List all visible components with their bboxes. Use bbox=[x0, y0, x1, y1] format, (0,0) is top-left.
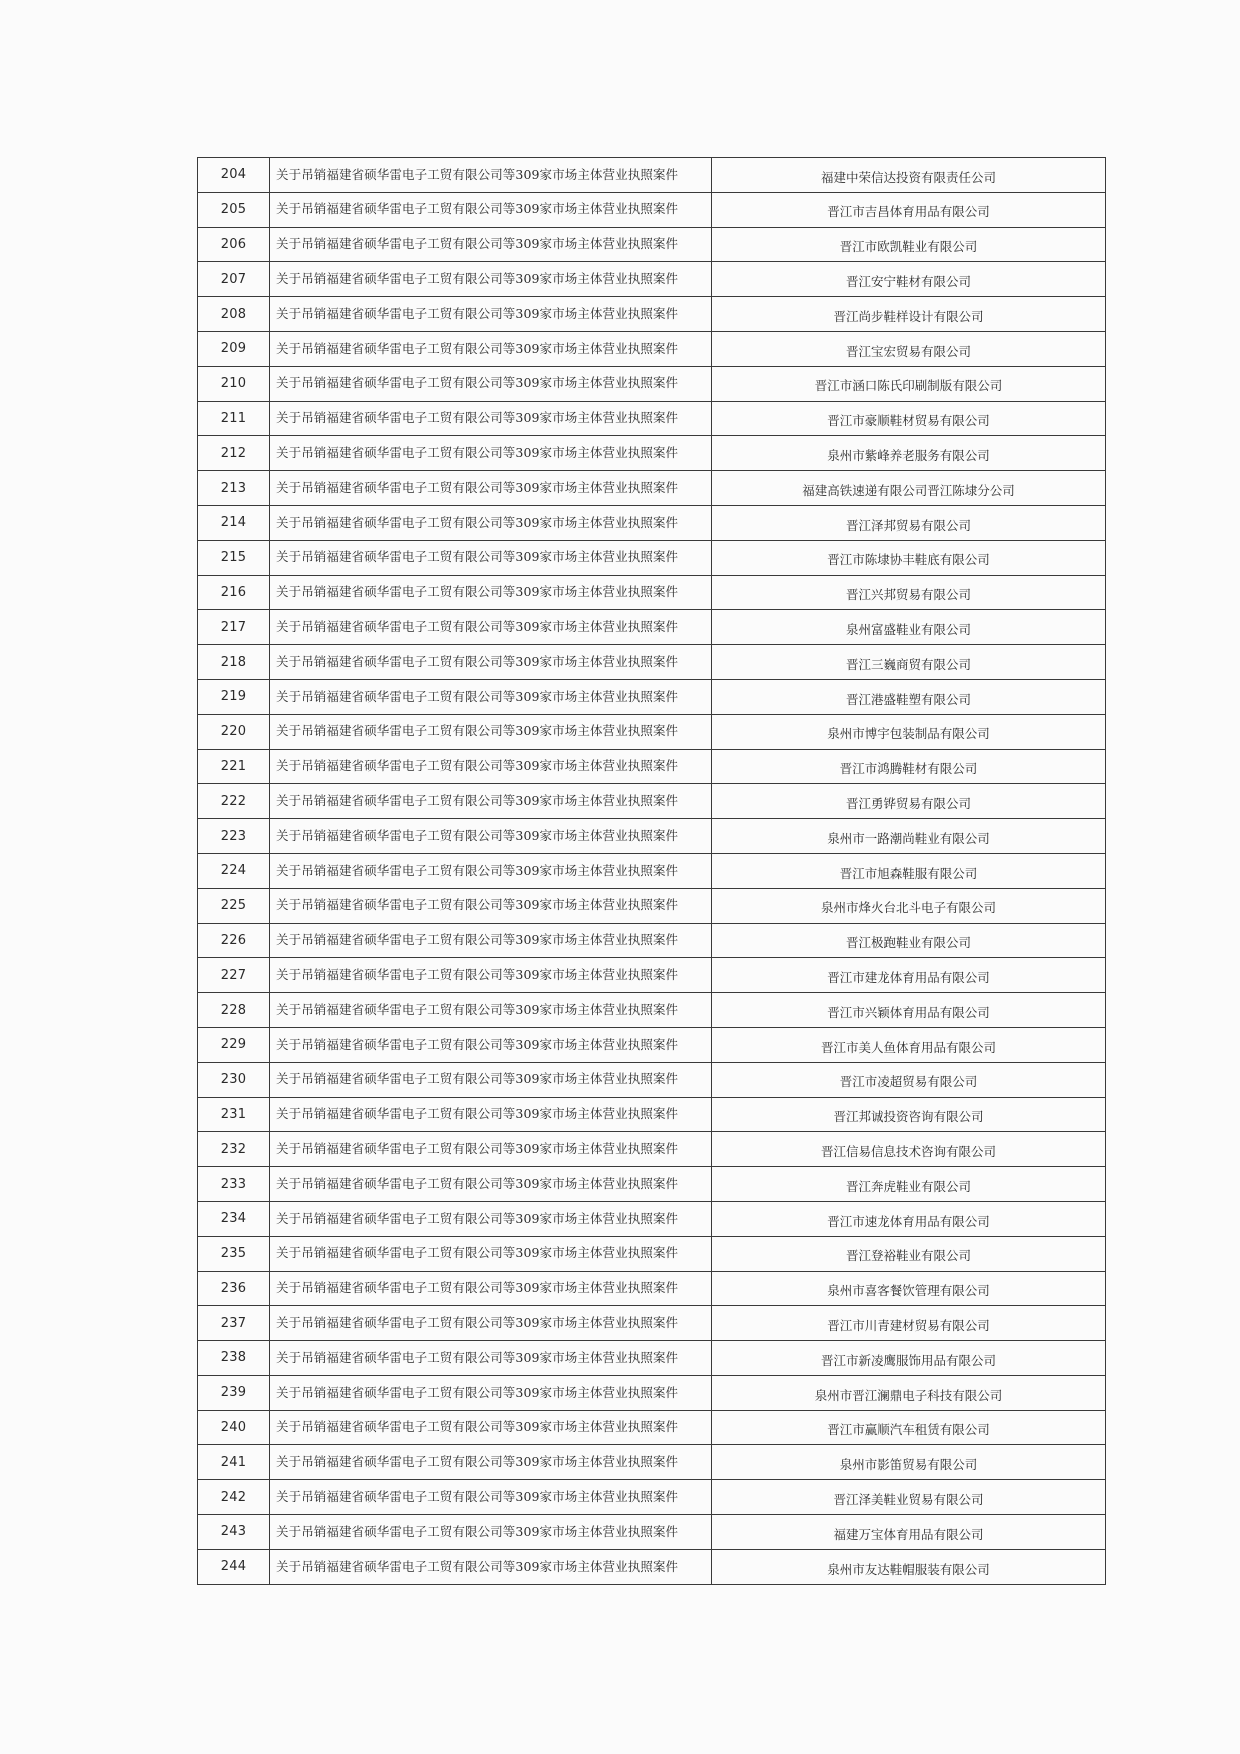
row-number-cell bbox=[198, 1445, 270, 1480]
row-number-cell bbox=[198, 1132, 270, 1167]
row-number-cell bbox=[198, 1271, 270, 1306]
case-name-text: 关于吊销福建省硕华雷电子工贸有限公司等309家市场主体营业执照案件 bbox=[276, 1419, 679, 1435]
row-number-text: 221 bbox=[220, 758, 247, 774]
row-number-text: 210 bbox=[220, 376, 247, 392]
table-row bbox=[198, 1341, 1106, 1376]
row-number-cell bbox=[198, 784, 270, 819]
row-number-text: 214 bbox=[220, 515, 247, 531]
table-row bbox=[198, 575, 1106, 610]
company-name-text: 晋江市涵口陈氏印刷制版有限公司 bbox=[814, 378, 1003, 394]
row-number-cell bbox=[198, 575, 270, 610]
case-name-cell bbox=[270, 645, 712, 680]
case-name-text: 关于吊销福建省硕华雷电子工贸有限公司等309家市场主体营业执照案件 bbox=[276, 1001, 679, 1017]
case-name-text: 关于吊销福建省硕华雷电子工贸有限公司等309家市场主体营业执照案件 bbox=[276, 549, 679, 565]
case-name-text: 关于吊销福建省硕华雷电子工贸有限公司等309家市场主体营业执照案件 bbox=[276, 1036, 679, 1052]
row-number-cell bbox=[198, 749, 270, 784]
company-name-text: 晋江市鸿腾鞋材有限公司 bbox=[839, 761, 978, 777]
company-name-cell bbox=[712, 1549, 1106, 1584]
case-name-cell bbox=[270, 297, 712, 332]
table-row bbox=[198, 1062, 1106, 1097]
table-row bbox=[198, 679, 1106, 714]
row-number-text: 222 bbox=[220, 793, 247, 809]
row-number-cell bbox=[198, 436, 270, 471]
row-number-cell bbox=[198, 1062, 270, 1097]
row-number-text: 233 bbox=[220, 1176, 247, 1192]
case-name-text: 关于吊销福建省硕华雷电子工贸有限公司等309家市场主体营业执照案件 bbox=[276, 1314, 679, 1330]
row-number-text: 244 bbox=[220, 1559, 247, 1575]
row-number-cell bbox=[198, 1410, 270, 1445]
row-number-cell bbox=[198, 297, 270, 332]
case-name-cell bbox=[270, 1167, 712, 1202]
case-name-text: 关于吊销福建省硕华雷电子工贸有限公司等309家市场主体营业执照案件 bbox=[276, 758, 679, 774]
row-number-cell bbox=[198, 1097, 270, 1132]
table-row bbox=[198, 923, 1106, 958]
case-name-text: 关于吊销福建省硕华雷电子工贸有限公司等309家市场主体营业执照案件 bbox=[276, 1140, 679, 1156]
company-name-cell bbox=[712, 227, 1106, 262]
company-name-text: 晋江港盛鞋塑有限公司 bbox=[845, 691, 971, 707]
row-number-cell bbox=[198, 1201, 270, 1236]
company-name-text: 晋江泽美鞋业贸易有限公司 bbox=[833, 1491, 984, 1507]
case-name-text: 关于吊销福建省硕华雷电子工贸有限公司等309家市场主体营业执照案件 bbox=[276, 792, 679, 808]
case-name-cell bbox=[270, 1132, 712, 1167]
table-row bbox=[198, 819, 1106, 854]
row-number-cell bbox=[198, 1167, 270, 1202]
row-number-text: 229 bbox=[220, 1037, 247, 1053]
case-name-cell bbox=[270, 993, 712, 1028]
revocation-case-table bbox=[197, 157, 1106, 1585]
row-number-text: 238 bbox=[220, 1350, 247, 1366]
table-row bbox=[198, 645, 1106, 680]
case-name-cell bbox=[270, 749, 712, 784]
case-name-text: 关于吊销福建省硕华雷电子工贸有限公司等309家市场主体营业执照案件 bbox=[276, 1245, 679, 1261]
company-name-text: 晋江市赢顺汽车租赁有限公司 bbox=[827, 1422, 990, 1438]
case-name-cell bbox=[270, 1515, 712, 1550]
company-name-cell bbox=[712, 1515, 1106, 1550]
row-number-cell bbox=[198, 331, 270, 366]
table-row bbox=[198, 1480, 1106, 1515]
case-name-text: 关于吊销福建省硕华雷电子工贸有限公司等309家市场主体营业执照案件 bbox=[276, 236, 679, 252]
company-name-cell bbox=[712, 679, 1106, 714]
company-name-cell bbox=[712, 331, 1106, 366]
case-name-cell bbox=[270, 784, 712, 819]
case-name-text: 关于吊销福建省硕华雷电子工贸有限公司等309家市场主体营业执照案件 bbox=[276, 966, 679, 982]
case-name-cell bbox=[270, 366, 712, 401]
case-name-cell bbox=[270, 471, 712, 506]
company-name-cell bbox=[712, 1306, 1106, 1341]
row-number-text: 206 bbox=[220, 236, 247, 252]
company-name-cell bbox=[712, 505, 1106, 540]
row-number-text: 220 bbox=[220, 724, 247, 740]
row-number-text: 218 bbox=[220, 654, 247, 670]
company-name-cell bbox=[712, 610, 1106, 645]
case-name-text: 关于吊销福建省硕华雷电子工贸有限公司等309家市场主体营业执照案件 bbox=[276, 827, 679, 843]
company-name-text: 泉州富盛鞋业有限公司 bbox=[845, 622, 971, 637]
company-name-text: 晋江宝宏贸易有限公司 bbox=[845, 343, 971, 359]
company-name-cell bbox=[712, 1341, 1106, 1376]
company-name-cell bbox=[712, 714, 1106, 749]
case-name-text: 关于吊销福建省硕华雷电子工贸有限公司等309家市场主体营业执照案件 bbox=[276, 1349, 679, 1365]
case-name-text: 关于吊销福建省硕华雷电子工贸有限公司等309家市场主体营业执照案件 bbox=[276, 1106, 679, 1122]
company-name-cell bbox=[712, 158, 1106, 193]
table-row bbox=[198, 1445, 1106, 1480]
company-name-text: 晋江兴邦贸易有限公司 bbox=[845, 587, 971, 603]
row-number-cell bbox=[198, 158, 270, 193]
case-name-text: 关于吊销福建省硕华雷电子工贸有限公司等309家市场主体营业执照案件 bbox=[276, 305, 679, 321]
company-name-cell bbox=[712, 1480, 1106, 1515]
case-name-cell bbox=[270, 436, 712, 471]
case-name-text: 关于吊销福建省硕华雷电子工贸有限公司等309家市场主体营业执照案件 bbox=[276, 271, 679, 287]
case-name-text: 关于吊销福建省硕华雷电子工贸有限公司等309家市场主体营业执照案件 bbox=[276, 862, 679, 878]
company-name-cell bbox=[712, 575, 1106, 610]
company-name-text: 福建高铁速递有限公司晋江陈埭分公司 bbox=[802, 482, 1015, 498]
company-name-cell bbox=[712, 1027, 1106, 1062]
company-name-text: 晋江市川青建材贸易有限公司 bbox=[827, 1317, 990, 1333]
company-name-text: 晋江奔虎鞋业有限公司 bbox=[845, 1178, 971, 1194]
table-row bbox=[198, 262, 1106, 297]
row-number-text: 243 bbox=[220, 1524, 247, 1540]
row-number-text: 223 bbox=[220, 828, 247, 844]
company-name-cell bbox=[712, 192, 1106, 227]
row-number-cell bbox=[198, 819, 270, 854]
company-name-text: 晋江市陈埭协丰鞋底有限公司 bbox=[827, 552, 990, 568]
case-name-cell bbox=[270, 888, 712, 923]
company-name-cell bbox=[712, 1236, 1106, 1271]
company-name-text: 晋江泽邦贸易有限公司 bbox=[845, 517, 971, 533]
company-name-cell bbox=[712, 262, 1106, 297]
row-number-cell bbox=[198, 1515, 270, 1550]
company-name-cell bbox=[712, 784, 1106, 819]
case-name-cell bbox=[270, 192, 712, 227]
row-number-text: 207 bbox=[220, 271, 247, 287]
case-name-text: 关于吊销福建省硕华雷电子工贸有限公司等309家市场主体营业执照案件 bbox=[276, 201, 679, 217]
case-name-cell bbox=[270, 958, 712, 993]
table-row bbox=[198, 1306, 1106, 1341]
case-name-cell bbox=[270, 1062, 712, 1097]
row-number-cell bbox=[198, 1375, 270, 1410]
row-number-cell bbox=[198, 1549, 270, 1584]
case-name-cell bbox=[270, 575, 712, 610]
table-row bbox=[198, 714, 1106, 749]
company-name-cell bbox=[712, 1132, 1106, 1167]
company-name-text: 晋江市速龙体育用品有限公司 bbox=[827, 1213, 990, 1229]
company-name-cell bbox=[712, 1445, 1106, 1480]
case-name-text: 关于吊销福建省硕华雷电子工贸有限公司等309家市场主体营业执照案件 bbox=[276, 723, 679, 739]
table-row bbox=[198, 1236, 1106, 1271]
company-name-text: 晋江市美人鱼体育用品有限公司 bbox=[820, 1039, 996, 1055]
table-row bbox=[198, 993, 1106, 1028]
table-row bbox=[198, 540, 1106, 575]
row-number-text: 237 bbox=[220, 1315, 247, 1331]
table-row bbox=[198, 297, 1106, 332]
company-name-cell bbox=[712, 1097, 1106, 1132]
row-number-cell bbox=[198, 227, 270, 262]
case-name-cell bbox=[270, 1027, 712, 1062]
case-name-text: 关于吊销福建省硕华雷电子工贸有限公司等309家市场主体营业执照案件 bbox=[276, 340, 679, 356]
table-row bbox=[198, 366, 1106, 401]
table-row bbox=[198, 1515, 1106, 1550]
case-name-text: 关于吊销福建省硕华雷电子工贸有限公司等309家市场主体营业执照案件 bbox=[276, 1558, 679, 1574]
company-name-text: 晋江勇铧贸易有限公司 bbox=[845, 795, 971, 811]
table-row bbox=[198, 471, 1106, 506]
company-name-text: 晋江市欧凯鞋业有限公司 bbox=[839, 239, 978, 255]
company-name-cell bbox=[712, 819, 1106, 854]
row-number-text: 211 bbox=[220, 410, 247, 426]
company-name-text: 泉州市影笛贸易有限公司 bbox=[839, 1457, 978, 1473]
table-row bbox=[198, 888, 1106, 923]
table-row bbox=[198, 158, 1106, 193]
row-number-text: 236 bbox=[220, 1280, 247, 1296]
table-row bbox=[198, 1027, 1106, 1062]
table-row bbox=[198, 505, 1106, 540]
company-name-cell bbox=[712, 1375, 1106, 1410]
row-number-text: 241 bbox=[220, 1454, 247, 1470]
company-name-text: 晋江市建龙体育用品有限公司 bbox=[827, 969, 990, 985]
table-row bbox=[198, 958, 1106, 993]
table-row bbox=[198, 784, 1106, 819]
case-name-text: 关于吊销福建省硕华雷电子工贸有限公司等309家市场主体营业执照案件 bbox=[276, 479, 679, 495]
company-name-text: 泉州市友达鞋帽服装有限公司 bbox=[827, 1561, 990, 1577]
case-name-cell bbox=[270, 610, 712, 645]
case-name-text: 关于吊销福建省硕华雷电子工贸有限公司等309家市场主体营业执照案件 bbox=[276, 1488, 679, 1504]
case-name-cell bbox=[270, 227, 712, 262]
case-name-text: 关于吊销福建省硕华雷电子工贸有限公司等309家市场主体营业执照案件 bbox=[276, 514, 679, 530]
case-name-cell bbox=[270, 1480, 712, 1515]
company-name-text: 晋江极跑鞋业有限公司 bbox=[845, 935, 971, 951]
row-number-text: 228 bbox=[220, 1002, 247, 1018]
company-name-cell bbox=[712, 471, 1106, 506]
company-name-text: 泉州市紫峰养老服务有限公司 bbox=[827, 448, 990, 464]
company-name-text: 晋江市豪顺鞋材贸易有限公司 bbox=[827, 413, 990, 429]
company-name-text: 晋江登裕鞋业有限公司 bbox=[845, 1248, 971, 1264]
company-name-text: 晋江尚步鞋样设计有限公司 bbox=[833, 308, 984, 324]
table-row bbox=[198, 227, 1106, 262]
company-name-text: 晋江市兴颖体育用品有限公司 bbox=[827, 1004, 990, 1020]
row-number-text: 204 bbox=[220, 167, 247, 183]
company-name-text: 晋江邦诚投资咨询有限公司 bbox=[833, 1109, 984, 1125]
row-number-text: 216 bbox=[220, 584, 247, 600]
case-name-cell bbox=[270, 401, 712, 436]
row-number-cell bbox=[198, 505, 270, 540]
case-name-cell bbox=[270, 331, 712, 366]
case-name-text: 关于吊销福建省硕华雷电子工贸有限公司等309家市场主体营业执照案件 bbox=[276, 1175, 679, 1191]
case-name-cell bbox=[270, 679, 712, 714]
case-name-text: 关于吊销福建省硕华雷电子工贸有限公司等309家市场主体营业执照案件 bbox=[276, 166, 679, 182]
row-number-text: 213 bbox=[220, 480, 247, 496]
company-name-text: 晋江信易信息技术咨询有限公司 bbox=[820, 1143, 996, 1159]
row-number-text: 209 bbox=[220, 341, 247, 357]
company-name-cell bbox=[712, 993, 1106, 1028]
case-name-cell bbox=[270, 1236, 712, 1271]
case-name-text: 关于吊销福建省硕华雷电子工贸有限公司等309家市场主体营业执照案件 bbox=[276, 897, 679, 913]
company-name-cell bbox=[712, 923, 1106, 958]
case-name-cell bbox=[270, 1410, 712, 1445]
case-name-cell bbox=[270, 1201, 712, 1236]
company-name-text: 晋江市旭森鞋服有限公司 bbox=[839, 865, 978, 881]
table-body bbox=[198, 158, 1106, 1585]
table-row bbox=[198, 853, 1106, 888]
case-name-cell bbox=[270, 505, 712, 540]
row-number-cell bbox=[198, 1027, 270, 1062]
row-number-text: 232 bbox=[220, 1141, 247, 1157]
company-name-cell bbox=[712, 853, 1106, 888]
row-number-text: 217 bbox=[220, 619, 247, 635]
row-number-text: 235 bbox=[220, 1246, 247, 1262]
case-name-text: 关于吊销福建省硕华雷电子工贸有限公司等309家市场主体营业执照案件 bbox=[276, 932, 679, 948]
table-row bbox=[198, 192, 1106, 227]
case-name-cell bbox=[270, 1549, 712, 1584]
row-number-text: 208 bbox=[220, 306, 247, 322]
company-name-text: 晋江安宁鞋材有限公司 bbox=[845, 274, 971, 290]
row-number-cell bbox=[198, 471, 270, 506]
table-row bbox=[198, 1097, 1106, 1132]
row-number-text: 226 bbox=[220, 932, 247, 948]
company-name-cell bbox=[712, 297, 1106, 332]
case-name-cell bbox=[270, 714, 712, 749]
company-name-text: 泉州市一路潮尚鞋业有限公司 bbox=[827, 830, 990, 846]
company-name-cell bbox=[712, 958, 1106, 993]
table-row bbox=[198, 1167, 1106, 1202]
company-name-cell bbox=[712, 401, 1106, 436]
company-name-cell bbox=[712, 888, 1106, 923]
case-name-cell bbox=[270, 819, 712, 854]
company-name-text: 泉州市烽火台北斗电子有限公司 bbox=[820, 900, 996, 916]
case-name-text: 关于吊销福建省硕华雷电子工贸有限公司等309家市场主体营业执照案件 bbox=[276, 619, 679, 634]
row-number-text: 212 bbox=[220, 445, 247, 461]
row-number-cell bbox=[198, 853, 270, 888]
case-name-cell bbox=[270, 158, 712, 193]
company-name-text: 晋江市吉昌体育用品有限公司 bbox=[827, 204, 990, 220]
row-number-cell bbox=[198, 366, 270, 401]
row-number-cell bbox=[198, 714, 270, 749]
row-number-text: 240 bbox=[220, 1420, 247, 1436]
row-number-text: 225 bbox=[220, 898, 247, 914]
row-number-cell bbox=[198, 993, 270, 1028]
table-row bbox=[198, 1410, 1106, 1445]
table-row bbox=[198, 1375, 1106, 1410]
row-number-cell bbox=[198, 923, 270, 958]
row-number-cell bbox=[198, 192, 270, 227]
case-name-text: 关于吊销福建省硕华雷电子工贸有限公司等309家市场主体营业执照案件 bbox=[276, 1071, 679, 1087]
company-name-cell bbox=[712, 366, 1106, 401]
company-name-text: 晋江市凌超贸易有限公司 bbox=[839, 1074, 978, 1090]
case-name-cell bbox=[270, 1445, 712, 1480]
table-row bbox=[198, 1132, 1106, 1167]
case-name-cell bbox=[270, 1375, 712, 1410]
case-name-text: 关于吊销福建省硕华雷电子工贸有限公司等309家市场主体营业执照案件 bbox=[276, 584, 679, 600]
case-name-cell bbox=[270, 1097, 712, 1132]
row-number-text: 227 bbox=[220, 967, 247, 983]
table-row bbox=[198, 331, 1106, 366]
company-name-text: 泉州市晋江澜鼎电子科技有限公司 bbox=[814, 1387, 1003, 1403]
row-number-cell bbox=[198, 1236, 270, 1271]
case-name-cell bbox=[270, 1271, 712, 1306]
company-name-text: 晋江三巍商贸有限公司 bbox=[845, 656, 971, 672]
case-name-text: 关于吊销福建省硕华雷电子工贸有限公司等309家市场主体营业执照案件 bbox=[276, 410, 679, 426]
company-name-cell bbox=[712, 540, 1106, 575]
row-number-cell bbox=[198, 610, 270, 645]
row-number-cell bbox=[198, 679, 270, 714]
row-number-cell bbox=[198, 262, 270, 297]
row-number-cell bbox=[198, 645, 270, 680]
row-number-cell bbox=[198, 958, 270, 993]
table-row bbox=[198, 1201, 1106, 1236]
company-name-cell bbox=[712, 436, 1106, 471]
table-row bbox=[198, 1549, 1106, 1584]
case-name-text: 关于吊销福建省硕华雷电子工贸有限公司等309家市场主体营业执照案件 bbox=[276, 1454, 679, 1470]
case-name-cell bbox=[270, 1341, 712, 1376]
case-name-text: 关于吊销福建省硕华雷电子工贸有限公司等309家市场主体营业执照案件 bbox=[276, 1384, 679, 1400]
row-number-text: 242 bbox=[220, 1489, 247, 1505]
row-number-text: 231 bbox=[220, 1106, 247, 1122]
case-name-cell bbox=[270, 540, 712, 575]
company-name-cell bbox=[712, 1062, 1106, 1097]
row-number-cell bbox=[198, 401, 270, 436]
company-name-cell bbox=[712, 1167, 1106, 1202]
row-number-cell bbox=[198, 1341, 270, 1376]
company-name-text: 福建万宝体育用品有限公司 bbox=[833, 1526, 984, 1542]
company-name-text: 晋江市新凌鹰服饰用品有限公司 bbox=[820, 1352, 996, 1368]
case-name-text: 关于吊销福建省硕华雷电子工贸有限公司等309家市场主体营业执照案件 bbox=[276, 445, 679, 461]
company-name-text: 泉州市喜客餐饮管理有限公司 bbox=[827, 1283, 990, 1299]
row-number-text: 239 bbox=[220, 1385, 247, 1401]
company-name-cell bbox=[712, 1271, 1106, 1306]
table-row bbox=[198, 610, 1106, 645]
case-name-cell bbox=[270, 1306, 712, 1341]
case-name-cell bbox=[270, 853, 712, 888]
company-name-text: 福建中荣信达投资有限责任公司 bbox=[820, 169, 996, 185]
row-number-cell bbox=[198, 1480, 270, 1515]
company-name-cell bbox=[712, 645, 1106, 680]
company-name-cell bbox=[712, 1410, 1106, 1445]
case-name-text: 关于吊销福建省硕华雷电子工贸有限公司等309家市场主体营业执照案件 bbox=[276, 1210, 679, 1226]
row-number-text: 215 bbox=[220, 550, 247, 566]
case-name-cell bbox=[270, 923, 712, 958]
row-number-cell bbox=[198, 540, 270, 575]
table-row bbox=[198, 436, 1106, 471]
row-number-text: 224 bbox=[220, 863, 247, 879]
table-row bbox=[198, 401, 1106, 436]
row-number-text: 219 bbox=[220, 689, 247, 705]
company-name-cell bbox=[712, 749, 1106, 784]
case-name-text: 关于吊销福建省硕华雷电子工贸有限公司等309家市场主体营业执照案件 bbox=[276, 1280, 679, 1296]
case-name-cell bbox=[270, 262, 712, 297]
company-name-cell bbox=[712, 1201, 1106, 1236]
case-name-text: 关于吊销福建省硕华雷电子工贸有限公司等309家市场主体营业执照案件 bbox=[276, 688, 679, 704]
row-number-cell bbox=[198, 1306, 270, 1341]
row-number-text: 234 bbox=[220, 1211, 247, 1227]
table-row bbox=[198, 1271, 1106, 1306]
table-row bbox=[198, 749, 1106, 784]
company-name-text: 泉州市博宇包装制品有限公司 bbox=[827, 726, 990, 742]
case-name-text: 关于吊销福建省硕华雷电子工贸有限公司等309家市场主体营业执照案件 bbox=[276, 653, 679, 669]
row-number-text: 205 bbox=[220, 202, 247, 218]
case-name-text: 关于吊销福建省硕华雷电子工贸有限公司等309家市场主体营业执照案件 bbox=[276, 1523, 679, 1539]
row-number-text: 230 bbox=[220, 1072, 247, 1088]
row-number-cell bbox=[198, 888, 270, 923]
case-name-text: 关于吊销福建省硕华雷电子工贸有限公司等309家市场主体营业执照案件 bbox=[276, 375, 679, 391]
